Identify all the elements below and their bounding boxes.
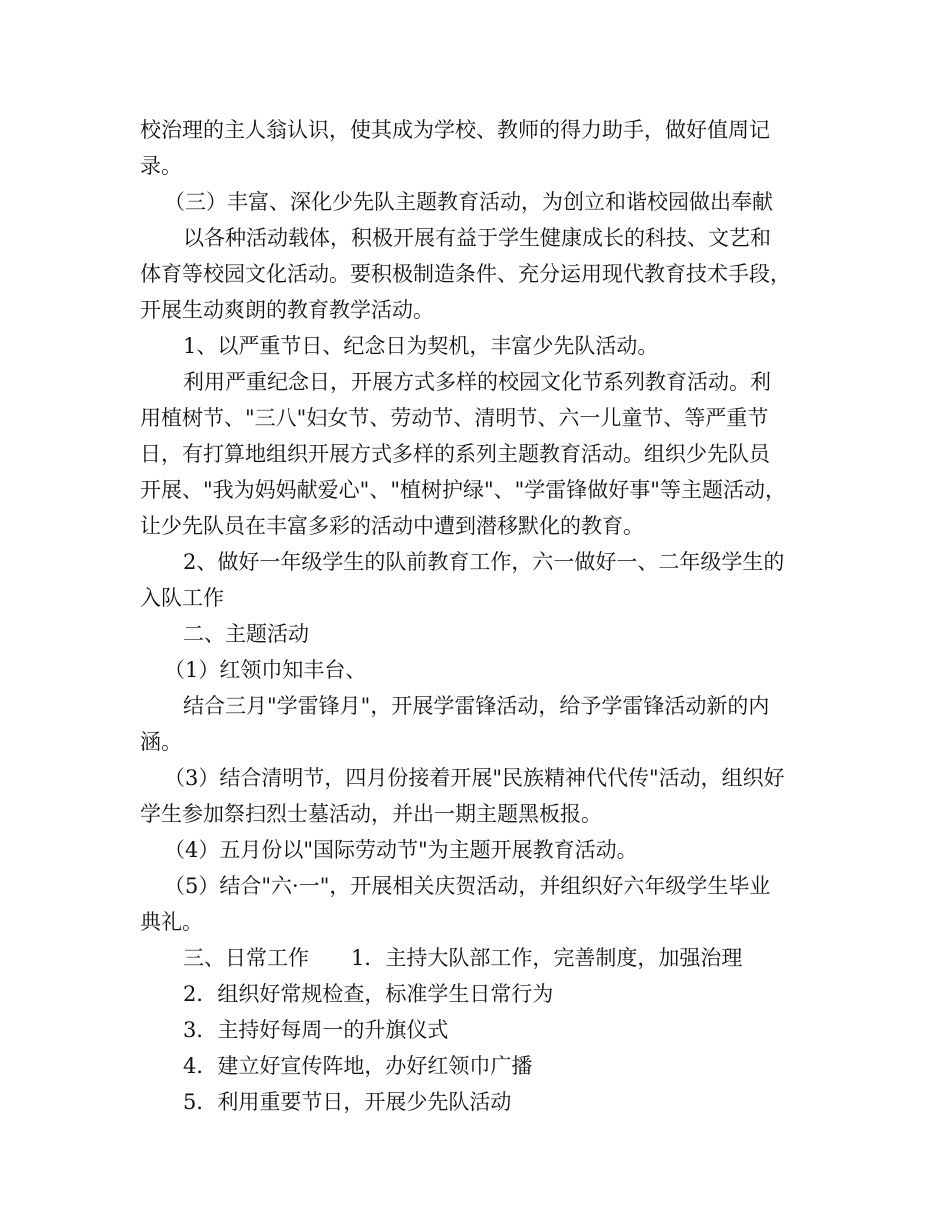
text-line: 以各种活动载体，积极开展有益于学生健康成长的科技、文艺和 [183, 226, 771, 250]
text-line: 典礼。 [140, 910, 203, 934]
text-line: 用植树节、"三八"妇女节、劳动节、清明节、六一儿童节、等严重节 [140, 406, 769, 430]
text-line: 涵。 [140, 730, 182, 754]
text-line: 利用严重纪念日，开展方式多样的校园文化节系列教育活动。利 [183, 370, 771, 394]
text-line: 让少先队员在丰富多彩的活动中遭到潜移默化的教育。 [140, 514, 644, 538]
text-line: 2、做好一年级学生的队前教育工作，六一做好一、二年级学生的 [183, 550, 785, 574]
text-line: 入队工作 [140, 586, 224, 610]
text-line: 开展、"我为妈妈献爱心"、"植树护绿"、"学雷锋做好事"等主题活动， [140, 478, 786, 502]
text-line: 结合三月"学雷锋月"，开展学雷锋活动，给予学雷锋活动新的内 [183, 694, 770, 718]
text-line: 校治理的主人翁认识，使其成为学校、教师的得力助手，做好值周记 [140, 118, 770, 142]
text-line: （1）红领巾知丰台、 [164, 658, 367, 682]
text-line: 开展生动爽朗的教育教学活动。 [140, 298, 434, 322]
text-line: （3）结合清明节，四月份接着开展"民族精神代代传"活动，组织好 [164, 766, 785, 790]
text-line: （4）五月份以"国际劳动节"为主题开展教育活动。 [164, 838, 638, 862]
list-item: 2．组织好常规检查，标准学生日常行为 [183, 982, 554, 1006]
text-line: 学生参加祭扫烈士墓活动，并出一期主题黑板报。 [140, 802, 602, 826]
section-heading: 二、主题活动 [183, 622, 309, 646]
section-heading: 三、日常工作 1．主持大队部工作，完善制度，加强治理 [183, 946, 743, 970]
list-item: 4．建立好宣传阵地，办好红领巾广播 [183, 1054, 533, 1078]
list-item: 5．利用重要节日，开展少先队活动 [183, 1090, 512, 1114]
list-item: 3．主持好每周一的升旗仪式 [183, 1018, 449, 1042]
text-line: 体育等校园文化活动。要积极制造条件、充分运用现代教育技术手段， [140, 262, 791, 286]
text-line: 录。 [140, 154, 182, 178]
text-line: 1、以严重节日、纪念日为契机，丰富少先队活动。 [183, 334, 659, 358]
text-line: （5）结合"六·一"，开展相关庆贺活动，并组织好六年级学生毕业 [164, 874, 771, 898]
text-line: 日，有打算地组织开展方式多样的系列主题教育活动。组织少先队员 [140, 442, 770, 466]
section-heading: （三）丰富、深化少先队主题教育活动，为创立和谐校园做出奉献 [164, 190, 773, 214]
